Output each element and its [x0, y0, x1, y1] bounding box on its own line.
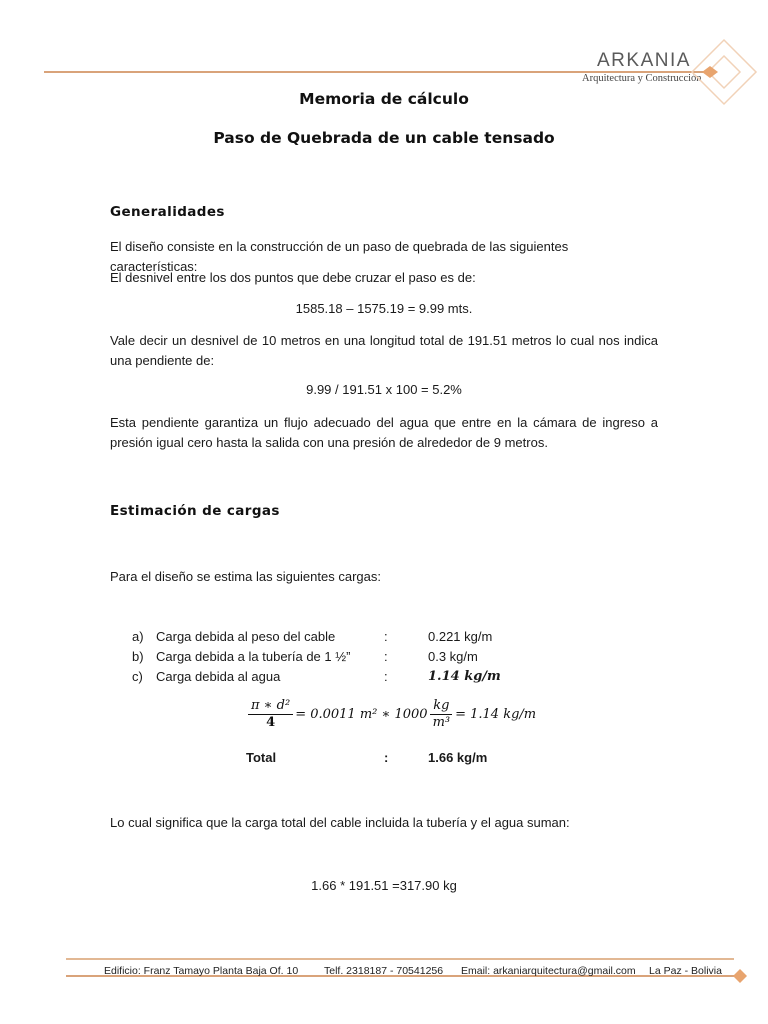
formula-water-load — [246, 698, 536, 731]
list-letter: b) — [132, 649, 144, 664]
total-separator: : — [384, 750, 389, 765]
list-item — [0, 629, 768, 649]
equation-pendiente: 9.99 / 191.51 x 100 = 5.2% — [306, 382, 462, 397]
list-item — [0, 649, 768, 669]
paragraph-pendiente: Vale decir un desnivel de 10 metros en una longitud total de 191.51 metros lo cual nos indica una pendiente de: — [110, 333, 658, 368]
formula-fraction-area — [248, 698, 293, 731]
list-label: Carga debida al peso del cable — [156, 629, 336, 644]
total-label: Total — [246, 750, 277, 765]
page-title: Memoria de cálculo — [299, 90, 469, 108]
equation-total-weight: 1.66 * 191.51 =317.90 kg — [311, 878, 457, 893]
brand-tagline: Arquitectura y Construcción — [582, 73, 702, 84]
paragraph-flujo: Esta pendiente garantiza un flujo adecuado del agua que entre en la cámara de ingreso a presión igual cero hasta la salida con una presión de alrededor de 9 metros. — [110, 415, 658, 450]
list-label: Carga debida a la tubería de 1 ½” — [156, 649, 351, 664]
formula-denominator: 4 — [266, 715, 276, 730]
brand-name: ARKANIA — [597, 50, 691, 71]
list-item — [0, 669, 768, 689]
formula-fraction-density — [430, 698, 454, 731]
paragraph-cargas-intro: Para el diseño se estima las siguientes cargas: — [110, 569, 381, 584]
paragraph-conclusion: Lo cual significa que la carga total del cable incluida la tubería y el agua suman: — [110, 815, 570, 830]
list-value: 1.14 kg/m — [428, 669, 501, 684]
list-label: Carga debida al agua — [156, 669, 281, 684]
footer-email: Email: arkaniarquitectura@gmail.com — [461, 965, 636, 977]
footer-city: La Paz - Bolivia — [649, 965, 722, 977]
formula-middle: = 0.0011 m² ∗ 1000 — [295, 707, 428, 722]
paragraph-desnivel: El desnivel entre los dos puntos que debe cruzar el paso es de: — [110, 270, 476, 285]
list-value: 0.221 kg/m — [428, 629, 493, 644]
list-letter: a) — [132, 629, 144, 644]
footer-diamond-icon — [733, 969, 747, 983]
total-value: 1.66 kg/m — [428, 750, 488, 765]
page-subtitle: Paso de Quebrada de un cable tensado — [213, 129, 555, 147]
total-row — [0, 750, 768, 770]
footer-phone: Telf. 2318187 - 70541256 — [324, 965, 444, 977]
formula-result: = 1.14 kg/m — [455, 707, 537, 722]
section-heading-generalidades: Generalidades — [110, 204, 225, 220]
list-separator: : — [384, 669, 388, 684]
formula-denominator: m³ — [432, 715, 451, 730]
paragraph-diseno: El diseño consiste en la construcción de un paso de quebrada de las siguientes características: — [110, 239, 569, 274]
formula-numerator: π ∗ d² — [248, 698, 293, 715]
footer-address: Edificio: Franz Tamayo Planta Baja Of. 10 — [104, 965, 299, 977]
list-value: 0.3 kg/m — [428, 649, 478, 664]
footer-rule — [66, 958, 734, 960]
list-letter: c) — [132, 669, 143, 684]
equation-desnivel: 1585.18 – 1575.19 = 9.99 mts. — [295, 301, 473, 316]
list-separator: : — [384, 649, 388, 664]
list-separator: : — [384, 629, 388, 644]
section-heading-cargas: Estimación de cargas — [110, 503, 280, 519]
formula-numerator: kg — [430, 698, 452, 715]
